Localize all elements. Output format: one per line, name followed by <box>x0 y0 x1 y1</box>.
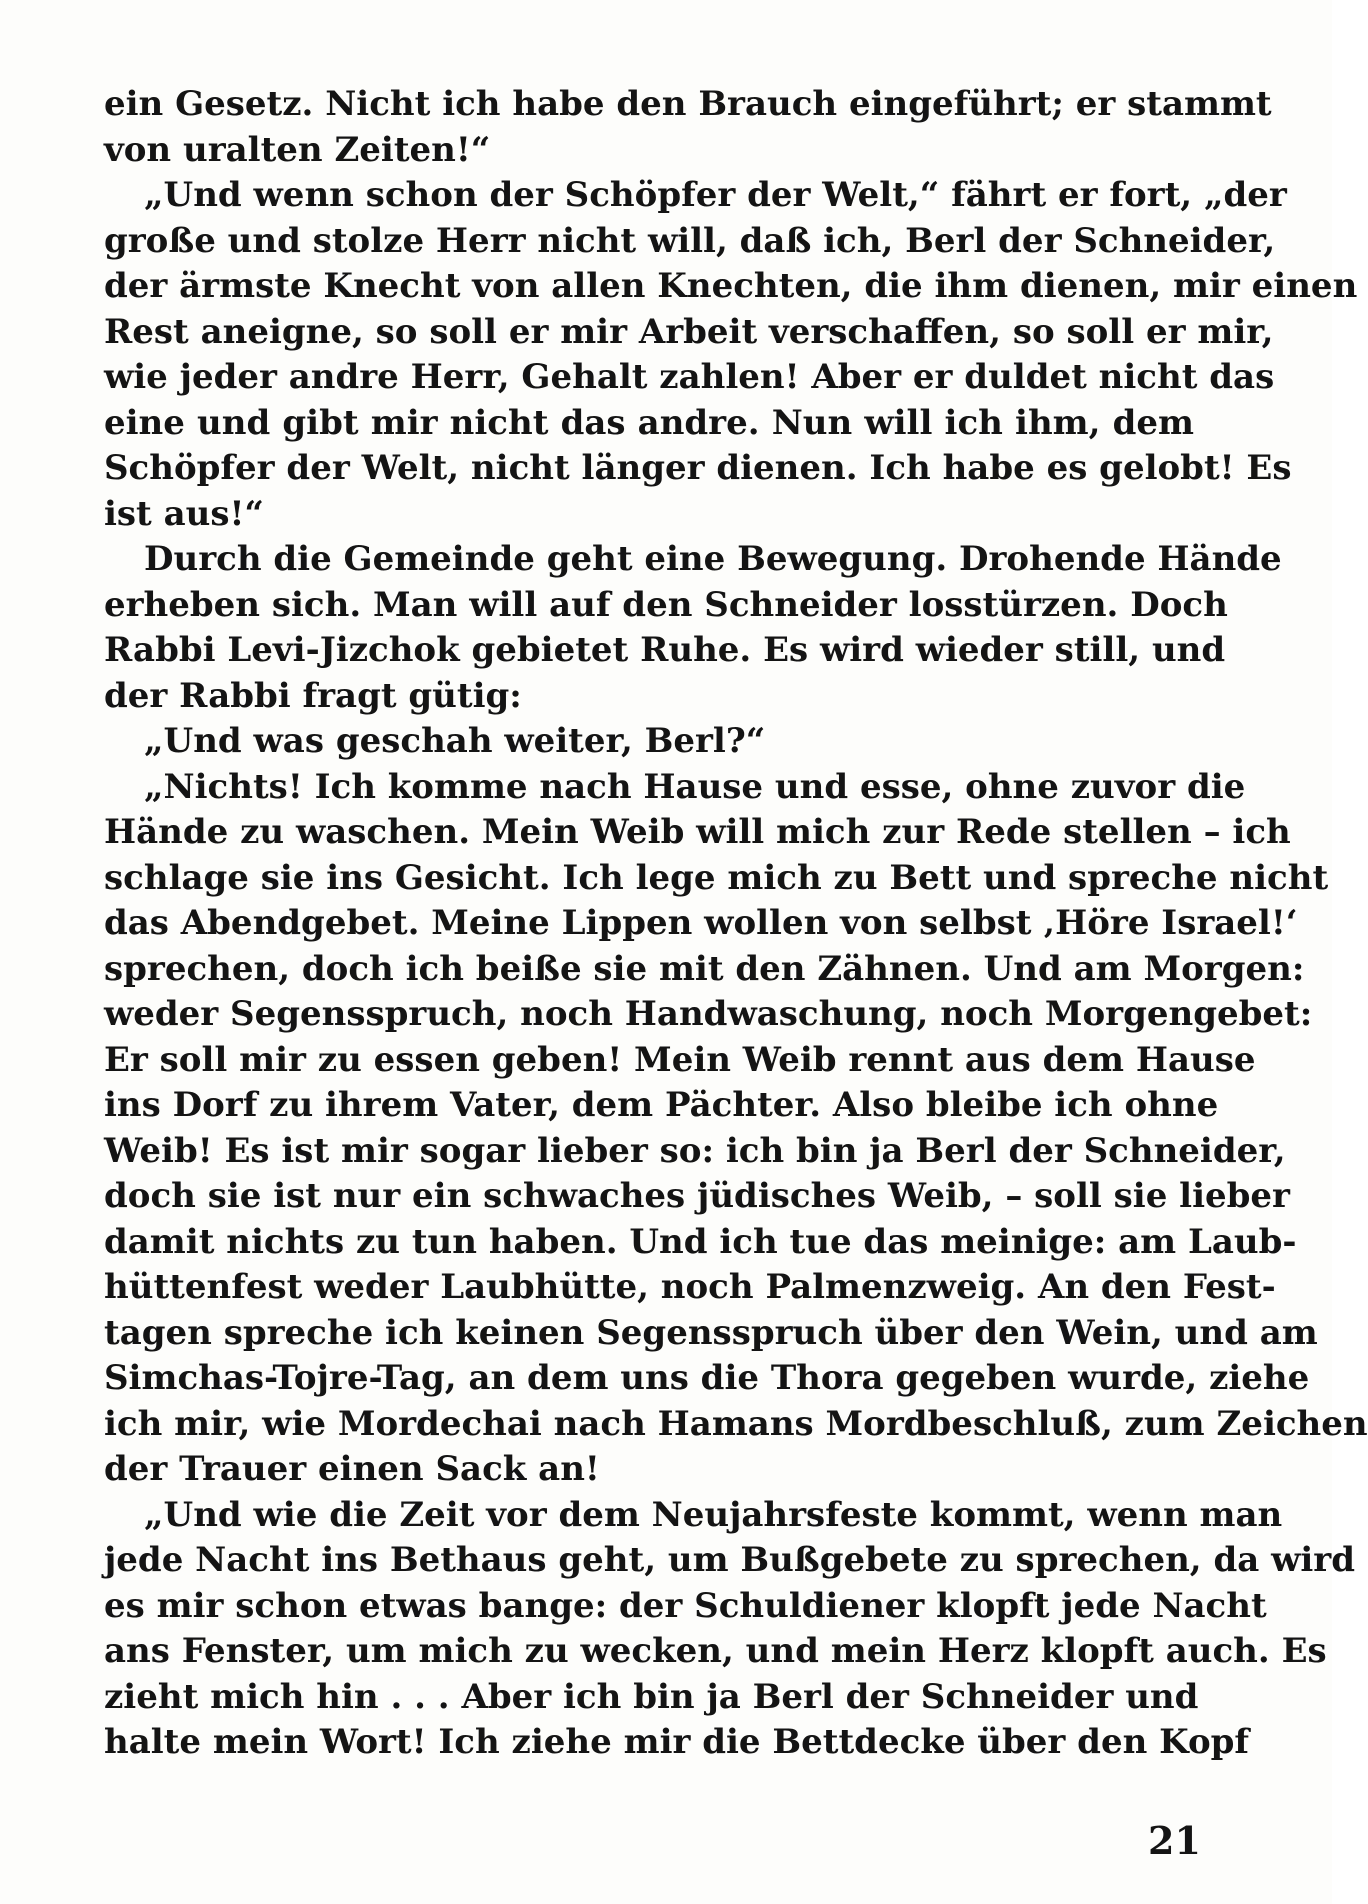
text-line: eine und gibt mir nicht das andre. Nun will ich ihm, dem <box>104 402 1194 443</box>
text-line: es mir schon etwas bange: der Schuldiener klopft jede Nacht <box>104 1585 1267 1626</box>
text-line: „Und wie die Zeit vor dem Neujahrsfeste kommt, wenn man <box>144 1494 1283 1535</box>
text-line: erheben sich. Man will auf den Schneider losstürzen. Doch <box>104 584 1228 625</box>
text-line: der Rabbi fragt gütig: <box>104 675 522 716</box>
page-number: 21 <box>1148 1818 1201 1863</box>
text-line: Er soll mir zu essen geben! Mein Weib rennt aus dem Hause <box>104 1039 1256 1080</box>
text-line: Hände zu waschen. Mein Weib will mich zur Rede stellen – ich <box>104 812 1291 852</box>
text-line: Durch die Gemeinde geht eine Bewegung. Drohende Hände <box>144 539 1282 579</box>
text-line: „Nichts! Ich komme nach Hause und esse, ohne zuvor die <box>144 766 1246 807</box>
text-line: das Abendgebet. Meine Lippen wollen von selbst ‚Höre Israel!‘ <box>104 903 1298 943</box>
text-line: große und stolze Herr nicht will, daß ich, Berl der Schneider, <box>104 220 1276 261</box>
text-line: Rest aneigne, so soll er mir Arbeit verschaffen, so soll er mir, <box>104 311 1274 352</box>
text-line: jede Nacht ins Bethaus geht, um Bußgebete zu sprechen, da wird <box>104 1540 1355 1580</box>
text-line: der ärmste Knecht von allen Knechten, die ihm dienen, mir einen <box>104 266 1358 306</box>
text-line: ich mir, wie Mordechai nach Hamans Mordbeschluß, zum Zeichen <box>104 1403 1368 1444</box>
text-line: der Trauer einen Sack an! <box>104 1449 600 1489</box>
text-line: ist aus!“ <box>104 493 264 534</box>
text-line: hüttenfest weder Laubhütte, noch Palmenzweig. An den Fest- <box>104 1267 1276 1307</box>
text-line: Schöpfer der Welt, nicht länger dienen. Ich habe es gelobt! Es <box>104 448 1292 488</box>
text-line: wie jeder andre Herr, Gehalt zahlen! Aber er duldet nicht das <box>104 357 1275 397</box>
text-line: Simchas-Tojre-Tag, an dem uns die Thora gegeben wurde, ziehe <box>104 1358 1310 1398</box>
text-line: weder Segensspruch, noch Handwaschung, noch Morgengebet: <box>104 994 1313 1034</box>
text-line: von uralten Zeiten!“ <box>104 129 491 170</box>
text-line: doch sie ist nur ein schwaches jüdisches Weib, – soll sie lieber <box>104 1176 1290 1216</box>
text-line: halte mein Wort! Ich ziehe mir die Bettdecke über den Kopf <box>104 1722 1250 1762</box>
text-line: damit nichts zu tun haben. Und ich tue das meinige: am Laub- <box>104 1221 1297 1262</box>
text-line: ins Dorf zu ihrem Vater, dem Pächter. Also bleibe ich ohne <box>104 1085 1219 1125</box>
body-text <box>104 82 1368 1766</box>
text-line: „Und was geschah weiter, Berl?“ <box>144 721 766 761</box>
text-line: zieht mich hin . . . Aber ich bin ja Berl der Schneider und <box>104 1676 1199 1717</box>
text-line: „Und wenn schon der Schöpfer der Welt,“ fährt er fort, „der <box>144 175 1287 215</box>
text-line: ans Fenster, um mich zu wecken, und mein Herz klopft auch. Es <box>104 1631 1327 1671</box>
text-line: Rabbi Levi-Jizchok gebietet Ruhe. Es wird wieder still, und <box>104 630 1226 670</box>
text-line: schlage sie ins Gesicht. Ich lege mich zu Bett und spreche nicht <box>104 857 1329 898</box>
text-line: Weib! Es ist mir sogar lieber so: ich bin ja Berl der Schneider, <box>104 1130 1286 1171</box>
text-line: ein Gesetz. Nicht ich habe den Brauch eingeführt; er stammt <box>104 84 1272 124</box>
text-line: tagen spreche ich keinen Segensspruch über den Wein, und am <box>104 1312 1318 1353</box>
text-line: sprechen, doch ich beiße sie mit den Zähnen. Und am Morgen: <box>104 948 1305 989</box>
